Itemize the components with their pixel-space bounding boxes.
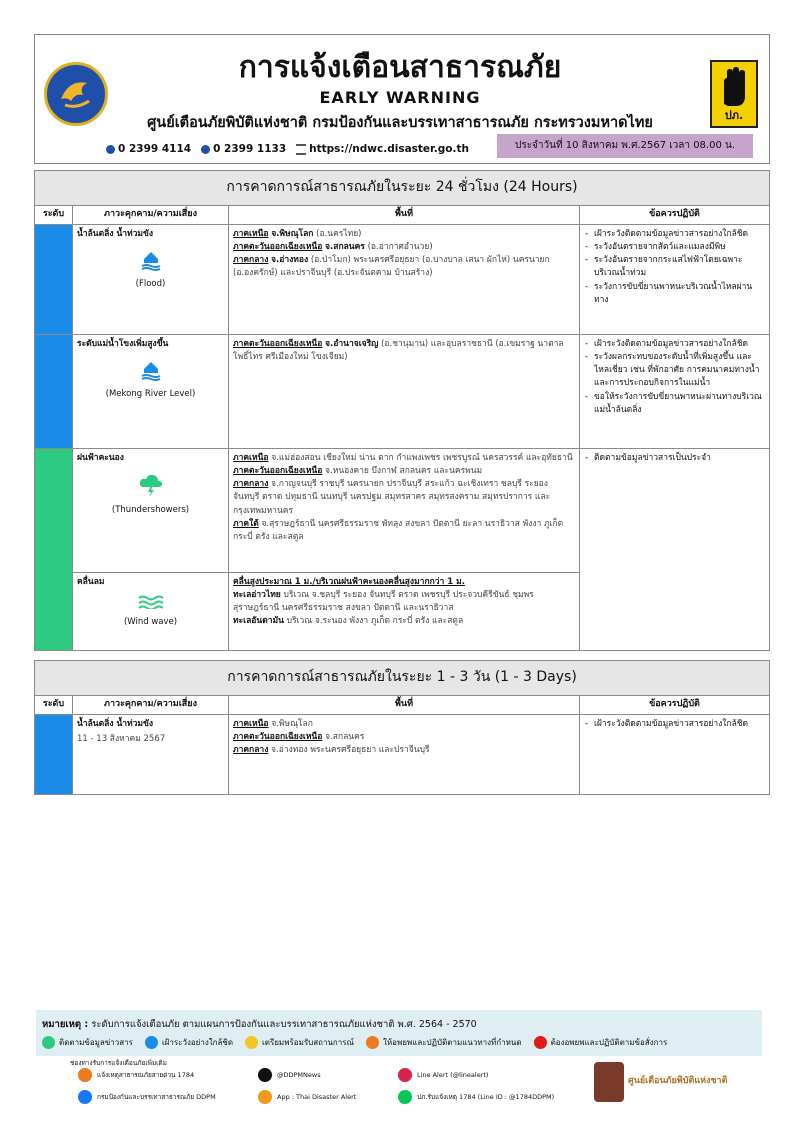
app-icon — [258, 1090, 272, 1104]
area-thunder: ภาคเหนือ จ.แม่ฮ่องสอน เชียงใหม่ น่าน ตาก กำแพงเพชร เพชรบูรณ์ นครสวรรค์ และอุทัยธานี ภาคตะวันออกเฉียงเหนือ จ.หนองคาย บึงกาฬ สกลนคร และนครพนม ภาคกลาง จ.กาญจนบุรี ราชบุรี นครนายก ปราจีนบุรี สระแก้ว ฉะเชิงเทรา ชลบุรี ระยอง จันทบุรี ตราด ปทุมธานี นนทบุรี นครปฐม สมุทรสาคร สมุทรสงคราม สมุทรปราการ และกรุงเทพมหานคร ภาคใต้ จ.สุราษฎร์ธานี นครศรีธรรมราช พัทลุง สงขลา ปัตตานี ยะลา นราธิวาส พังงา ภูเก็ต กระบี่ ตรัง และสตูล — [229, 448, 580, 572]
area-flood: ภาคเหนือ จ.พิษณุโลก (อ.นครไทย) ภาคตะวันออกเฉียงเหนือ จ.สกลนคร (อ.อากาศอำนวย) ภาคกลาง จ.อ่างทอง (อ.ป่าโมก) พระนครศรีอยุธยา (อ.บางบาล เสนา ผักไห่) นครนายก (อ.องครักษ์) และปราจีนบุรี (อ.ประจันตคาม บ้านสร้าง) — [229, 224, 580, 334]
col-level: ระดับ — [35, 696, 73, 715]
phone-contact-1[interactable]: 0 2399 4114 — [106, 143, 191, 155]
hazard-wind-wave: คลื่นลม (Wind wave) — [73, 572, 229, 650]
channel-x[interactable]: @DDPMNews — [258, 1068, 321, 1082]
legend-blue: เฝ้าระวังอย่างใกล้ชิด — [145, 1036, 233, 1049]
organization-name: ศูนย์เตือนภัยพิบัติแห่งชาติ กรมป้องกันและบรรเทาสาธารณภัย กระทรวงมหาดไทย — [147, 115, 653, 131]
flood-icon — [140, 249, 162, 271]
col-action: ข้อควรปฏิบัติ — [580, 206, 770, 225]
flood-icon — [140, 359, 162, 381]
col-level: ระดับ — [35, 206, 73, 225]
section-1-3day-title: การคาดการณ์สาธารณภัยในระยะ 1 - 3 วัน (1 - 3 Days) — [35, 661, 770, 696]
contact-bar — [106, 143, 469, 155]
legend-red: ต้องอพยพและปฏิบัติตามข้อสั่งการ — [534, 1036, 668, 1049]
line-alert-icon — [398, 1068, 412, 1082]
col-area: พื้นที่ — [229, 696, 580, 715]
area-wind-wave: คลื่นสูงประมาณ 1 ม./บริเวณฝนฟ้าคะนองคลื่นสูงมากกว่า 1 ม. ทะเลอ่าวไทย บริเวณ จ.ชลบุรี ระยอง จันทบุรี ตราด เพชรบุรี ประจวบคีรีขันธ์ ชุมพร สุราษฎร์ธานี นครศรีธรรมราช สงขลา ปัตตานี และนราธิวาส ทะเลอันดามัน บริเวณ จ.ระนอง พังงา ภูเก็ต กระบี่ ตรัง และสตูล — [229, 572, 580, 650]
col-area: พื้นที่ — [229, 206, 580, 225]
website-link[interactable]: https://ndwc.disaster.go.th — [296, 143, 469, 155]
legend-orange: ให้อพยพและปฏิบัติตามแนวทางที่กำหนด — [366, 1036, 522, 1049]
channel-app[interactable]: App : Thai Disaster Alert — [258, 1090, 356, 1104]
ndwc-brand: ศูนย์เตือนภัยพิบัติแห่งชาติ — [628, 1076, 728, 1086]
legend-levels — [42, 1036, 667, 1049]
channels-grid — [78, 1068, 618, 1112]
logo-right-text: ปภ. — [724, 109, 744, 122]
channels-title: ช่องทางรับการแจ้งเตือนภัยเพิ่มเติม — [70, 1059, 167, 1067]
phone-icon — [78, 1068, 92, 1082]
actions-flood-3day: - เฝ้าระวังติดตามข้อมูลข่าวสารอย่างใกล้ชิด — [580, 714, 770, 794]
line-icon — [398, 1090, 412, 1104]
ndwc-emblem — [594, 1062, 624, 1102]
hazard-thunder: ฝนฟ้าคะนอง (Thundershowers) — [73, 448, 229, 572]
thunderstorm-icon — [138, 473, 164, 497]
level-indicator-blue — [35, 714, 73, 794]
hazard-flood: น้ำล้นตลิ่ง น้ำท่วมขัง (Flood) — [73, 224, 229, 334]
area-mekong: ภาคตะวันออกเฉียงเหนือ จ.อำนาจเจริญ (อ.ชานุมาน) และอุบลราชธานี (อ.เขมราฐ นาตาล โพธิ์ไทร ศรีเมืองใหม่ โขงเจียม) — [229, 334, 580, 448]
facebook-icon — [78, 1090, 92, 1104]
level-indicator-blue — [35, 334, 73, 448]
hazard-flood-3day: น้ำล้นตลิ่ง น้ำท่วมขัง 11 - 13 สิงหาคม 2567 — [73, 714, 229, 794]
legend-note: หมายเหตุ : ระดับการแจ้งเตือนภัย ตามแผนการป้องกันและบรรเทาสาธารณภัยแห่งชาติ พ.ศ. 2564 - 2570 — [42, 1019, 477, 1030]
col-hazard: ภาวะคุกคาม/ความเสี่ยง — [73, 206, 229, 225]
actions-thunder: - ติดตามข้อมูลข่าวสารเป็นประจำ — [580, 448, 770, 650]
area-flood-3day: ภาคเหนือ จ.พิษณุโลก ภาคตะวันออกเฉียงเหนือ จ.สกลนคร ภาคกลาง จ.อ่างทอง พระนครศรีอยุธยา และปราจีนบุรี — [229, 714, 580, 794]
forecast-1-3day-table — [34, 660, 770, 795]
section-24h-title: การคาดการณ์สาธารณภัยในระยะ 24 ชั่วโมง (24 Hours) — [35, 171, 770, 206]
col-action: ข้อควรปฏิบัติ — [580, 696, 770, 715]
page-title: การแจ้งเตือนสาธารณภัย — [238, 50, 562, 85]
phone-contact-2[interactable]: 0 2399 1133 — [201, 143, 286, 155]
fax-icon — [201, 145, 210, 154]
channel-line-id[interactable]: ปภ.รับแจ้งเหตุ 1784 (Line ID : @1784DDPM) — [398, 1090, 554, 1104]
page-subtitle: EARLY WARNING — [319, 88, 481, 107]
channel-hotline[interactable]: แจ้งเหตุสาธารณภัยสายด่วน 1784 — [78, 1068, 194, 1082]
level-indicator-blue — [35, 224, 73, 334]
x-icon — [258, 1068, 272, 1082]
channel-facebook[interactable]: กรมป้องกันและบรรเทาสาธารณภัย DDPM — [78, 1090, 216, 1104]
wave-icon — [138, 595, 164, 609]
phone-icon — [106, 145, 115, 154]
channel-line-alert[interactable]: Line Alert (@linealert) — [398, 1068, 488, 1082]
level-indicator-green — [35, 448, 73, 650]
issue-date: ประจำวันที่ 10 สิงหาคม พ.ศ.2567 เวลา 08.00 น. — [497, 134, 753, 158]
actions-flood: - เฝ้าระวังติดตามข้อมูลข่าวสารอย่างใกล้ชิด - ระวังอันตรายจากสัตว์และแมลงมีพิษ - ระวังอันตรายจากกระแสไฟฟ้าโดยเฉพาะบริเวณน้ำท่วม - ระวังการขับขี่ยานพาหนะบริเวณน้ำไหลผ่านทาง — [580, 224, 770, 334]
forecast-24h-table — [34, 170, 770, 651]
hazard-mekong: ระดับแม่น้ำโขงเพิ่มสูงขึ้น (Mekong River Level) — [73, 334, 229, 448]
legend-green: ติดตามข้อมูลข่าวสาร — [42, 1036, 133, 1049]
actions-mekong: - เฝ้าระวังติดตามข้อมูลข่าวสารอย่างใกล้ชิด - ระวังผลกระทบของระดับน้ำที่เพิ่มสูงขึ้น และไหลเชี่ยว เช่น ที่พักอาศัย การคมนาคมทางน้ำ และการประกอบกิจการในแม่น้ำ - ขอให้ระวังการขับขี่ยานพาหนะผ่านทางบริเวณแม่น้ำล้นตลิ่ง — [580, 334, 770, 448]
legend-yellow: เตรียมพร้อมรับสถานการณ์ — [245, 1036, 354, 1049]
col-hazard: ภาวะคุกคาม/ความเสี่ยง — [73, 696, 229, 715]
web-icon — [296, 144, 306, 155]
